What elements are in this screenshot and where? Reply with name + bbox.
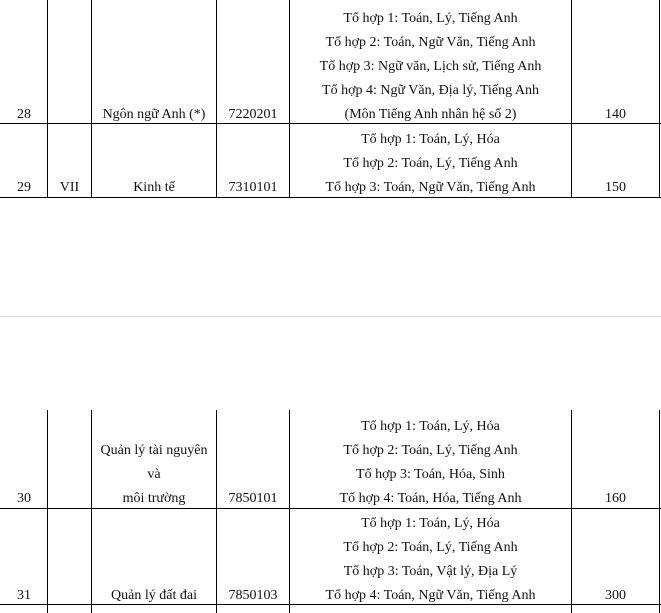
column-divider	[91, 0, 92, 198]
column-divider	[216, 410, 217, 613]
subject-combination: Tổ hợp 4: Toán, Ngữ Văn, Tiếng Anh	[325, 588, 536, 603]
subject-combination: Tổ hợp 2: Toán, Lý, Tiếng Anh	[343, 443, 518, 458]
group-number: VII	[59, 180, 80, 195]
subject-note: (Môn Tiếng Anh nhân hệ số 2)	[344, 107, 517, 122]
subject-combination: Tổ hợp 4: Toán, Hóa, Tiếng Anh	[339, 491, 522, 506]
row-number: 28	[17, 107, 31, 122]
subject-combination: Tổ hợp 3: Toán, Hóa, Sinh	[356, 467, 505, 482]
table-fragment-top	[0, 0, 661, 200]
subject-combination: Tổ hợp 3: Toán, Ngữ Văn, Tiếng Anh	[325, 180, 536, 195]
enrollment-quota: 300	[605, 588, 626, 603]
column-divider	[47, 0, 48, 198]
row-number: 30	[17, 491, 31, 506]
column-divider	[571, 410, 572, 613]
enrollment-quota: 160	[605, 491, 626, 506]
column-divider	[659, 0, 660, 198]
major-name: Ngôn ngữ Anh (*)	[102, 107, 206, 122]
subject-combination: Tổ hợp 2: Toán, Lý, Tiếng Anh	[343, 540, 518, 555]
table-fragment-bottom	[0, 410, 661, 613]
subject-combination: Tổ hợp 2: Toán, Lý, Tiếng Anh	[343, 156, 518, 171]
subject-combination: Tổ hợp 1: Toán, Lý, Tiếng Anh	[343, 11, 518, 26]
major-name: Quản lý đất đai	[111, 588, 197, 603]
subject-combination: Tổ hợp 4: Ngữ Văn, Địa lý, Tiếng Anh	[322, 83, 539, 98]
major-code: 7310101	[228, 180, 278, 195]
major-code: 7850101	[228, 491, 278, 506]
page-break	[0, 316, 661, 317]
major-name: môi trường	[122, 491, 186, 506]
row-number: 31	[17, 588, 31, 603]
subject-combination: Tổ hợp 1: Toán, Lý, Hóa	[361, 516, 500, 531]
major-name: Kinh tế	[133, 180, 175, 195]
row-number: 29	[17, 180, 31, 195]
column-divider	[659, 410, 660, 613]
column-divider	[216, 0, 217, 198]
subject-combination: Tổ hợp 3: Toán, Vật lý, Địa Lý	[343, 564, 518, 579]
enrollment-quota: 150	[605, 180, 626, 195]
column-divider	[47, 410, 48, 613]
subject-combination: Tổ hợp 1: Toán, Lý, Hóa	[361, 419, 500, 434]
major-code: 7220201	[228, 107, 278, 122]
major-name: và	[147, 467, 161, 482]
subject-combination: Tổ hợp 1: Toán, Lý, Hóa	[361, 132, 500, 147]
enrollment-quota: 140	[605, 107, 626, 122]
subject-combination: Tổ hợp 3: Ngữ văn, Lịch sử, Tiếng Anh	[319, 59, 542, 74]
subject-combination: Tổ hợp 2: Toán, Ngữ Văn, Tiếng Anh	[325, 35, 536, 50]
major-code: 7850103	[228, 588, 278, 603]
major-name: Quản lý tài nguyên	[100, 443, 208, 458]
column-divider	[571, 0, 572, 198]
